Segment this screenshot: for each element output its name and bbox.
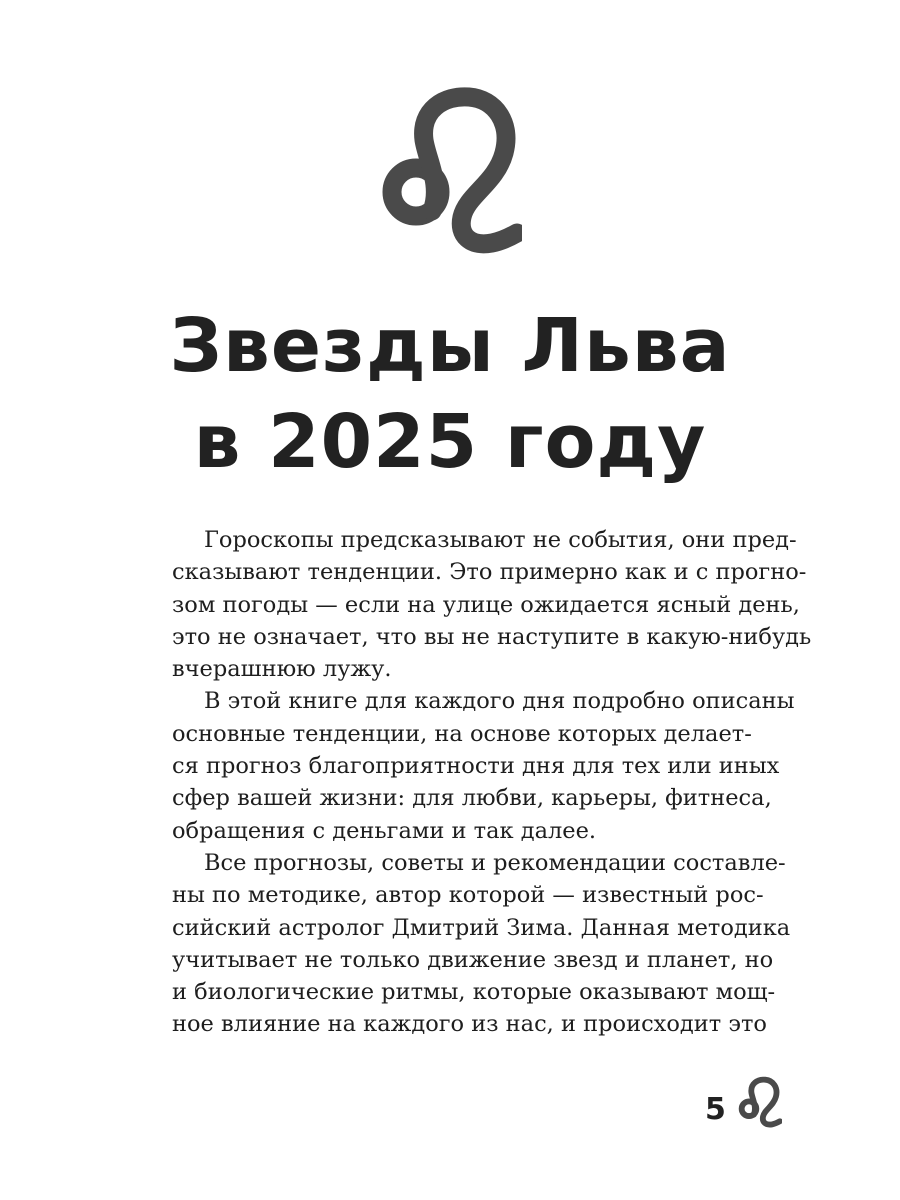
body-text bbox=[172, 524, 812, 1041]
text-line: зом погоды — если на улице ожидается ясный день, bbox=[172, 591, 800, 618]
text-line: учитывает не только движение звезд и планет, но bbox=[172, 946, 774, 973]
text-line: сказывают тенденции. Это примерно как и с прогно- bbox=[172, 559, 807, 586]
text-line: основные тенденции, на основе которых делает- bbox=[172, 720, 752, 747]
leo-zodiac-icon bbox=[382, 85, 522, 255]
text-line: и биологические ритмы, которые оказывают мощ- bbox=[172, 979, 776, 1006]
leo-zodiac-icon bbox=[738, 1076, 782, 1128]
text-line: это не означает, что вы не наступите в какую-нибудь bbox=[172, 623, 812, 650]
text-line: В этой книге для каждого дня подробно описаны bbox=[204, 688, 795, 715]
text-line: ся прогноз благоприятности дня для тех или иных bbox=[172, 753, 780, 780]
text-line: сийский астролог Дмитрий Зима. Данная методика bbox=[172, 914, 791, 941]
text-line: Гороскопы предсказывают не события, они пред- bbox=[204, 527, 797, 553]
title-line-2: в 2025 году bbox=[193, 399, 707, 485]
text-line: сфер вашей жизни: для любви, карьеры, фитнеса, bbox=[172, 785, 772, 812]
page-title bbox=[0, 298, 900, 490]
text-line: ное влияние на каждого из нас, и происходит это bbox=[172, 1011, 767, 1038]
title-line-1: Звезды Льва bbox=[169, 303, 731, 389]
page-number: 5 bbox=[705, 1092, 726, 1127]
text-line: обращения с деньгами и так далее. bbox=[172, 817, 597, 844]
text-line: Все прогнозы, советы и рекомендации составле- bbox=[204, 849, 786, 876]
text-line: вчерашнюю лужу. bbox=[172, 656, 392, 683]
text-line: ны по методике, автор которой — известный рос- bbox=[172, 882, 764, 909]
